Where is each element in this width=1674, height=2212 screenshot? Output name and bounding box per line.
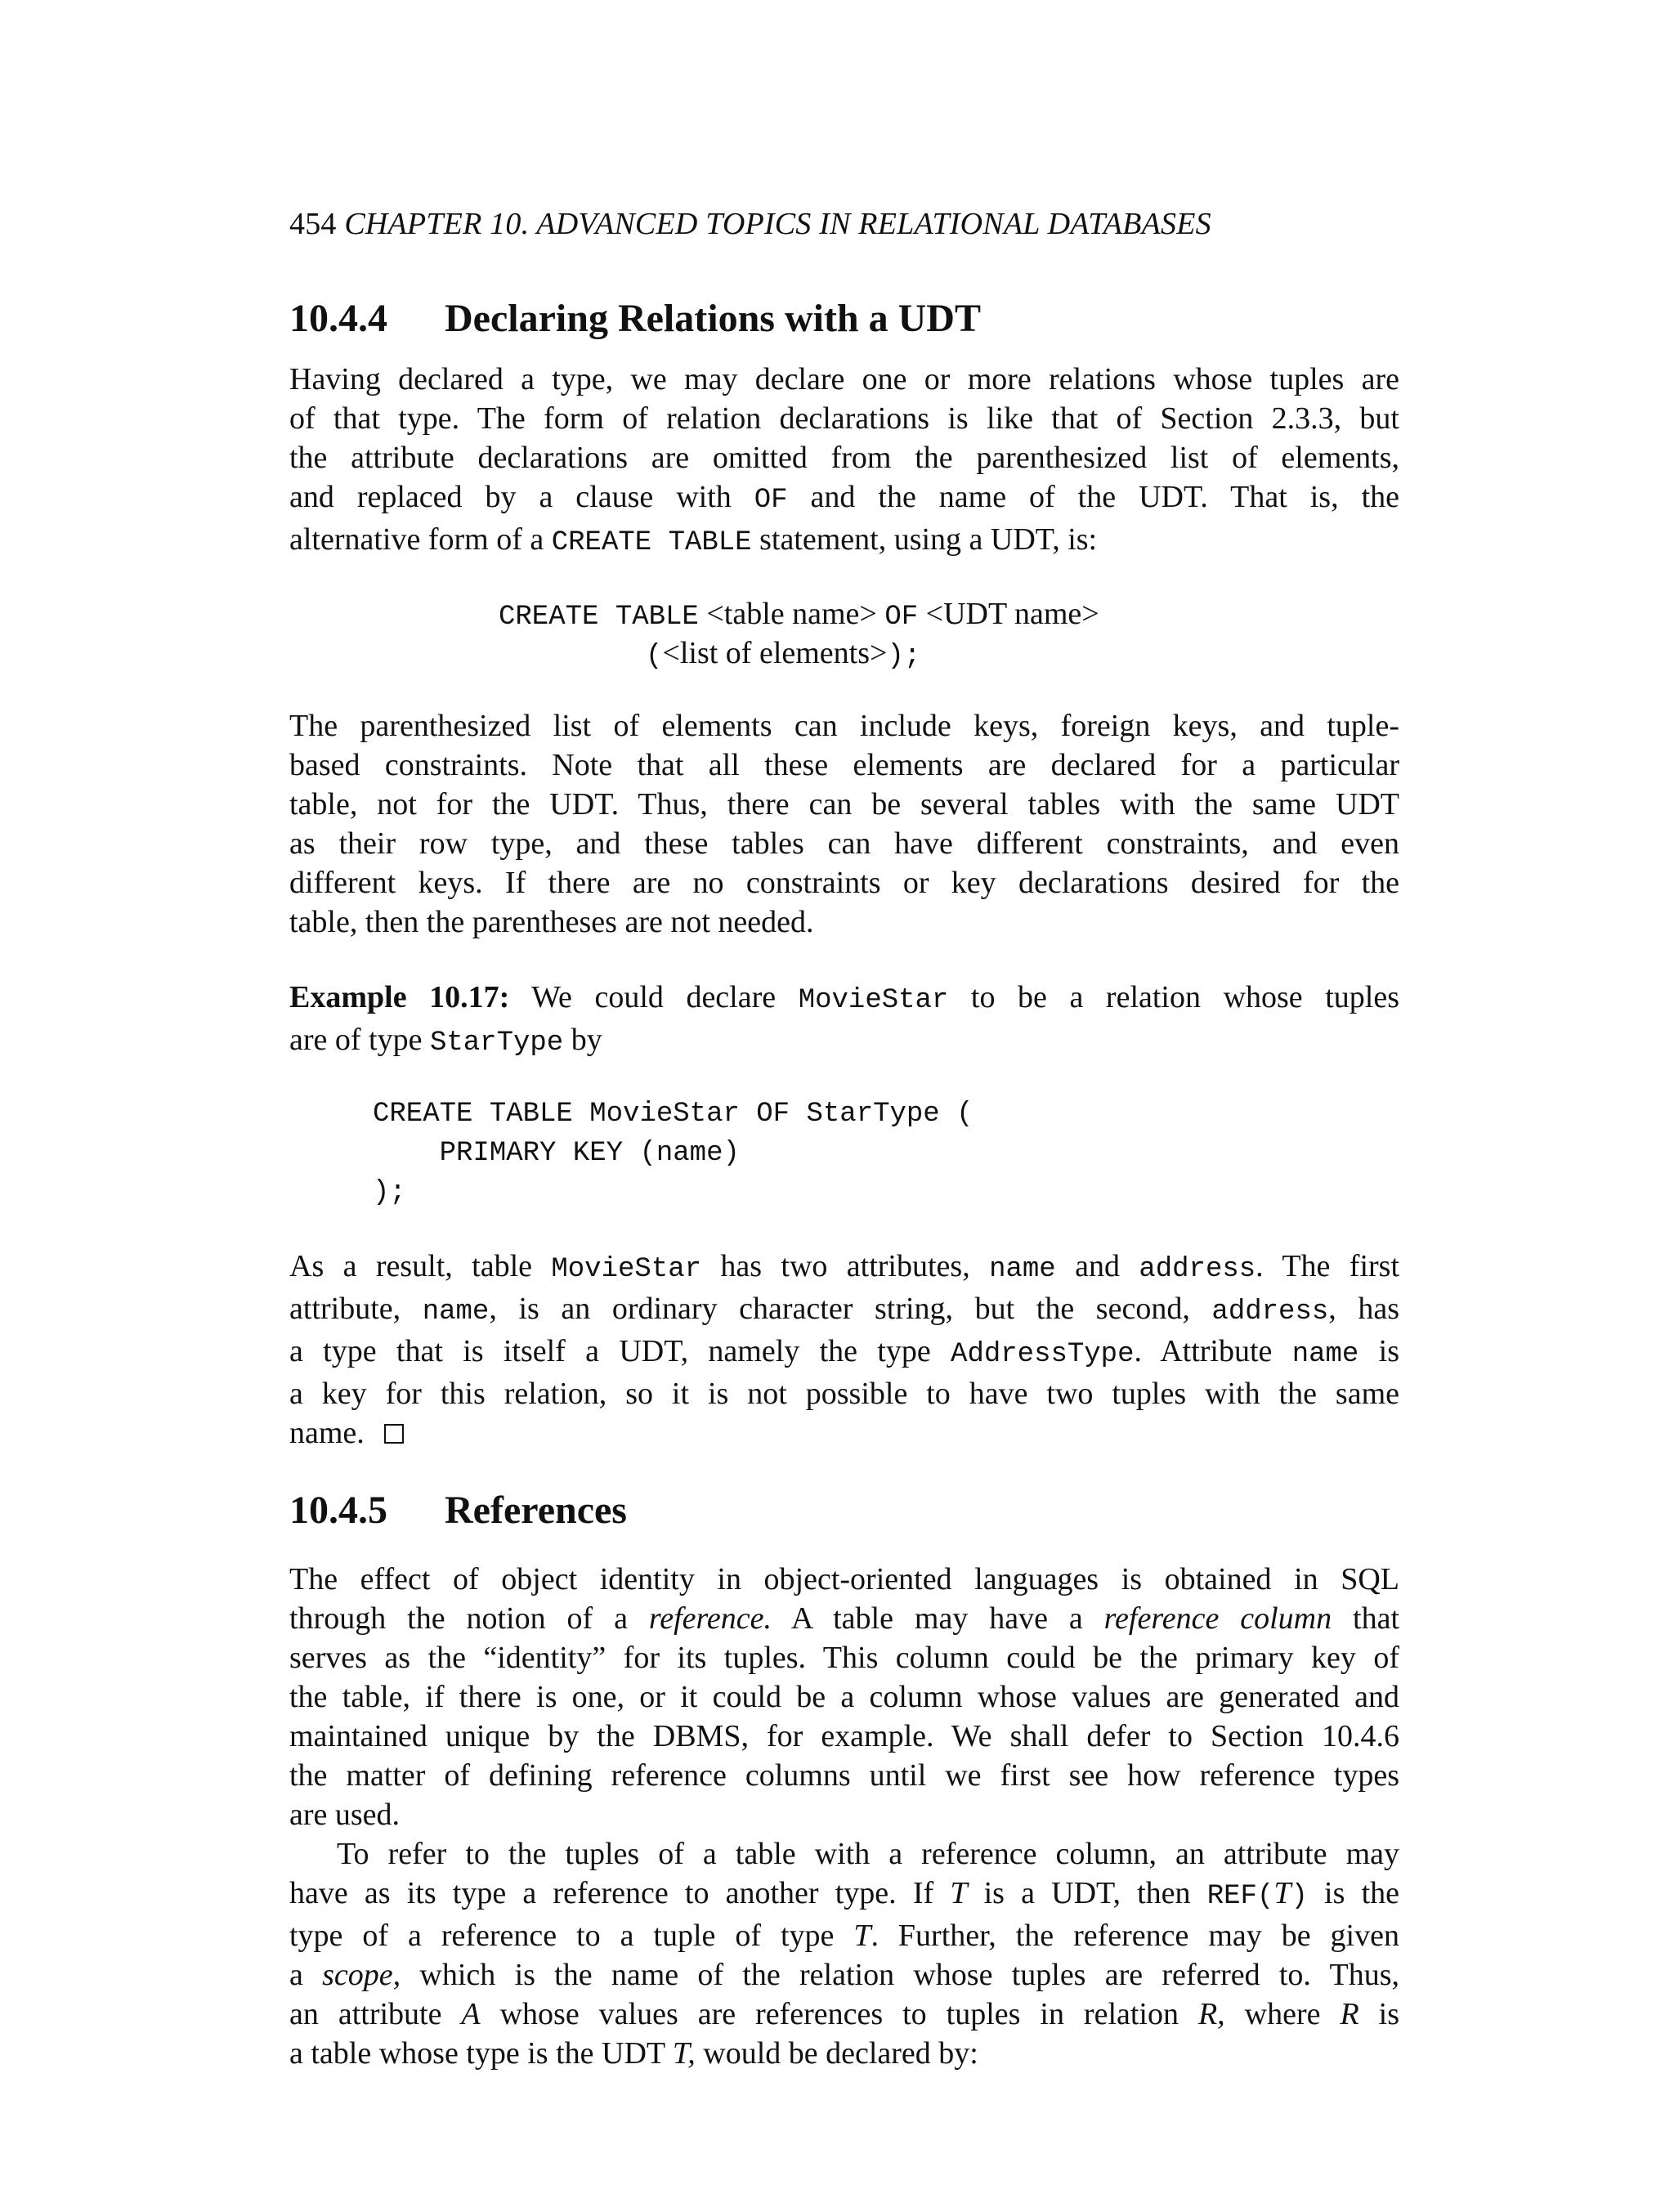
text-line: The effect of object identity in object-oriented languages is obtained in SQL: [289, 1562, 1399, 1596]
sql-keyword: CREATE TABLE: [499, 602, 699, 633]
text-line: Example 10.17: We could declare MovieStar to be a relation whose tuples: [289, 980, 1400, 1016]
paragraph: [289, 1834, 1399, 2073]
code-block: CREATE TABLE MovieStar OF StarType ( PRIMARY KEY (name) );: [373, 1099, 974, 1208]
text-line: As a result, table MovieStar has two attributes, name and address. The first: [289, 1249, 1400, 1285]
text-line: Having declared a type, we may declare one or more relations whose tuples are: [289, 362, 1399, 396]
text-line: table, then the parentheses are not needed.: [289, 905, 814, 939]
paragraph: [289, 706, 1399, 942]
text-line: alternative form of a CREATE TABLE statement, using a UDT, is:: [289, 522, 1098, 558]
text-line: through the notion of a reference. A table may have a reference column that: [289, 1601, 1400, 1636]
example-label: Example 10.17:: [289, 980, 510, 1014]
text-line: different keys. If there are no constraints or key declarations desired for the: [289, 866, 1399, 900]
paragraph: [289, 1560, 1399, 1834]
text-line: table, not for the UDT. Thus, there can be several tables with the same UDT: [289, 787, 1399, 822]
section-number: 10.4.5: [289, 1489, 387, 1532]
page-number: 454: [289, 207, 337, 241]
text-line: a table whose type is the UDT T, would be declared by:: [289, 2036, 978, 2071]
section-title: Declaring Relations with a UDT: [445, 297, 981, 340]
text-line: of that type. The form of relation declarations is like that of Section 2.3.3, but: [289, 401, 1399, 436]
text-line: are used.: [289, 1798, 401, 1832]
syntax-display-line-2: (<list of elements>);: [646, 636, 921, 672]
text-line: a scope, which is the name of the relation whose tuples are referred to. Thus,: [289, 1958, 1399, 1992]
text-line: a key for this relation, so it is not possible to have two tuples with the same: [289, 1377, 1399, 1411]
sql-keyword: CREATE TABLE: [551, 527, 752, 558]
text-line: The parenthesized list of elements can include keys, foreign keys, and tuple-: [289, 709, 1399, 743]
section-title: References: [445, 1489, 627, 1532]
running-head: [289, 206, 1211, 242]
paragraph: [289, 360, 1399, 562]
syntax-display-line-1: CREATE TABLE <table name> OF <UDT name>: [499, 597, 1099, 633]
text-line: the matter of defining reference columns until we first see how reference types: [289, 1758, 1399, 1793]
section-number: 10.4.4: [289, 297, 387, 340]
text-line: are of type StarType by: [289, 1023, 602, 1059]
text-line: as their row type, and these tables can have different constraints, and even: [289, 826, 1399, 861]
sql-keyword: OF: [884, 602, 919, 633]
section-heading-10-4-5: [289, 1488, 627, 1533]
text-line: based constraints. Note that all these elements are declared for a particular: [289, 748, 1399, 782]
text-line: To refer to the tuples of a table with a reference column, an attribute may: [337, 1837, 1399, 1871]
text-line: serves as the “identity” for its tuples. This column could be the primary key of: [289, 1641, 1399, 1675]
end-of-example-icon: [384, 1424, 404, 1444]
chapter-title: CHAPTER 10. ADVANCED TOPICS IN RELATIONAL DATABASES: [344, 207, 1211, 241]
text-line: and replaced by a clause with OF and the name of the UDT. That is, the: [289, 480, 1399, 516]
text-line: the attribute declarations are omitted from the parenthesized list of elements,: [289, 441, 1399, 475]
sql-keyword: OF: [754, 485, 788, 516]
text-line: an attribute A whose values are references to tuples in relation R, where R is: [289, 1997, 1399, 2031]
paragraph: [289, 1247, 1399, 1453]
section-heading-10-4-4: [289, 296, 981, 341]
example-10-17: [289, 978, 1399, 1063]
text-line: a type that is itself a UDT, namely the type AddressType. Attribute name is: [289, 1334, 1399, 1370]
text-line: name.: [289, 1413, 1399, 1453]
text-line: maintained unique by the DBMS, for example. We shall defer to Section 10.4.6: [289, 1719, 1399, 1753]
text-line: have as its type a reference to another type. If T is a UDT, then REF(T) is the: [289, 1876, 1399, 1912]
text-line: type of a reference to a tuple of type T. Further, the reference may be given: [289, 1919, 1399, 1953]
text-line: the table, if there is one, or it could be a column whose values are generated and: [289, 1680, 1399, 1714]
text-line: attribute, name, is an ordinary character string, but the second, address, has: [289, 1292, 1400, 1328]
